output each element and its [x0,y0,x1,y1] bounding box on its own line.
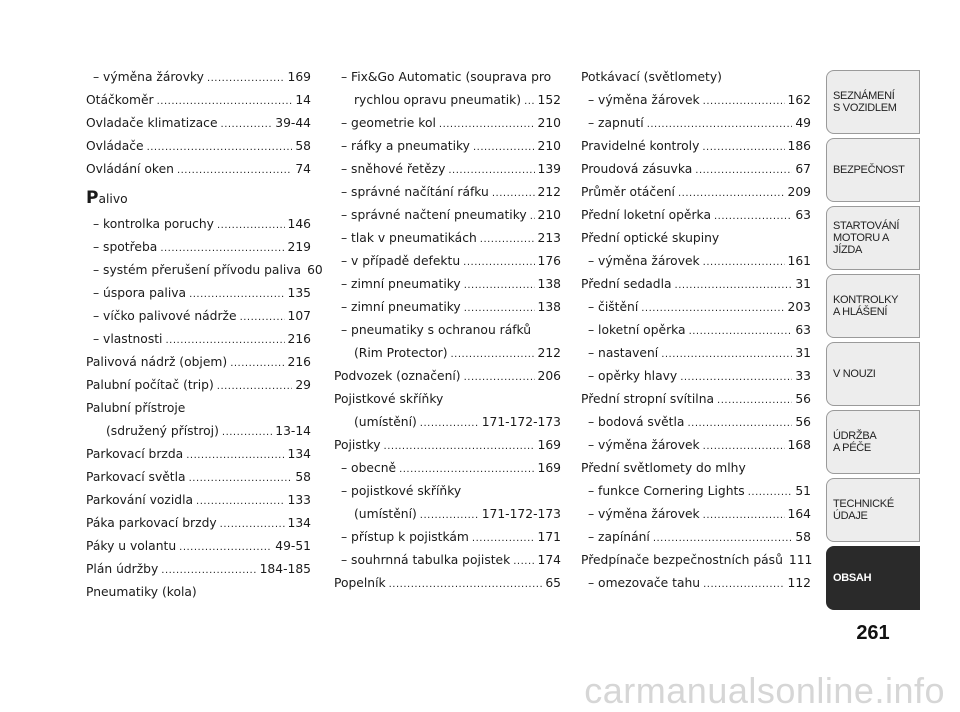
index-entry [86,443,311,466]
index-entry [86,581,311,604]
entry-page: 171 [537,530,561,544]
entry-page: 58 [795,530,811,544]
entry-term: – loketní opěrka [588,323,686,337]
entry-term: Parkování vozidla [86,493,194,507]
index-entry [581,204,811,227]
index-entry [334,227,561,250]
index-entry [86,374,311,397]
index-entry [581,227,811,250]
dot-leader [464,297,535,320]
dot-leader [217,214,285,237]
entry-page: 169 [287,70,311,84]
dot-leader [641,297,784,320]
index-entry [86,351,311,374]
entry-term: – víčko palivové nádrže [93,309,237,323]
dot-leader [420,412,479,435]
entry-page: 112 [787,576,811,590]
entry-term: – pojistkové skříňky [341,484,462,498]
index-entry [581,526,811,549]
index-entry [334,572,561,595]
index-entry [334,480,561,503]
dot-leader [147,136,293,159]
entry-term: – omezovače tahu [588,576,701,590]
entry-term: – ráfky a pneumatiky [341,139,470,153]
entry-term: – přístup k pojistkám [341,530,469,544]
entry-term: Přední optické skupiny [581,231,720,245]
dot-leader [472,527,535,550]
dot-leader [221,113,273,136]
dot-leader [702,136,784,159]
entry-page: 210 [537,208,561,222]
index-entry [581,342,811,365]
dot-leader [464,366,535,389]
entry-term: (umístění) [354,507,417,521]
entry-page: 58 [295,139,311,153]
entry-page: 58 [295,470,311,484]
dot-leader [480,228,535,251]
index-entry [334,365,561,388]
entry-term: Palubní počítač (trip) [86,378,214,392]
chapter-tab: TECHNICKÉ ÚDAJE [826,478,920,542]
entry-term: – nastavení [588,346,659,360]
entry-term: Přední světlomety do mlhy [581,461,746,475]
entry-page: 13-14 [275,424,311,438]
entry-page: 152 [537,93,561,107]
index-entry [581,158,811,181]
letter-initial: P [86,188,99,208]
index-entry [581,480,811,503]
index-entry [581,89,811,112]
letter-rest: alivo [98,192,128,206]
dot-leader [189,467,293,490]
index-entry [86,213,311,236]
index-entry [86,558,311,581]
dot-leader [186,444,284,467]
index-entry [334,411,561,434]
chapter-tab: STARTOVÁNÍ MOTORU A JÍZDA [826,206,920,270]
entry-page: 203 [787,300,811,314]
index-entry [581,273,811,296]
chapter-tab: OBSAH [826,546,920,610]
entry-page: 67 [795,162,811,176]
index-entry [334,204,561,227]
entry-term: Ovládače [86,139,144,153]
dot-leader [695,159,792,182]
index-entry [86,489,311,512]
entry-term: – zimní pneumatiky [341,277,461,291]
entry-page: 164 [787,507,811,521]
entry-term: – vlastnosti [93,332,163,346]
index-entry [334,296,561,319]
dot-leader [678,182,785,205]
dot-leader [464,274,535,297]
entry-term: – správné načtení pneumatiky [341,208,527,222]
entry-term: Parkovací světla [86,470,186,484]
dot-leader [160,237,284,260]
entry-term: – sněhové řetězy [341,162,446,176]
entry-page: 65 [545,576,561,590]
dot-leader [661,343,792,366]
entry-term: Páky u volantu [86,539,177,553]
entry-page: 74 [295,162,311,176]
dot-leader [217,375,293,398]
entry-page: 212 [537,346,561,360]
entry-term: Pojistky [334,438,381,452]
entry-term: Pneumatiky (kola) [86,585,197,599]
index-entry [334,158,561,181]
index-entry [581,388,811,411]
index-entry [581,66,811,89]
dot-leader [530,205,535,228]
dot-leader [207,67,285,90]
index-entry [334,388,561,411]
index-column-1 [86,66,323,604]
entry-term: – správné načítání ráfku [341,185,489,199]
entry-term: Proudová zásuvka [581,162,693,176]
dot-leader [703,504,785,527]
entry-term: – výměna žárovek [588,254,700,268]
entry-page: 162 [787,93,811,107]
entry-term: – kontrolka poruchy [93,217,214,231]
entry-page: 168 [787,438,811,452]
entry-term: Přední stropní svítilna [581,392,715,406]
index-entry [581,503,811,526]
index-entry [86,112,311,135]
dot-leader [513,550,534,573]
entry-term: Plán údržby [86,562,159,576]
entry-page: 171-172-173 [481,507,561,521]
index-entry [334,526,561,549]
dot-leader [687,412,792,435]
entry-page: 60 [307,263,323,277]
entry-page: 31 [795,346,811,360]
entry-page: 138 [537,300,561,314]
index-entry [334,181,561,204]
index-entry [581,434,811,457]
dot-leader [647,113,793,136]
entry-page: 171-172-173 [481,415,561,429]
entry-page: 169 [537,438,561,452]
entry-term: (Rim Protector) [354,346,448,360]
index-entry [334,342,561,365]
dot-leader [689,320,793,343]
entry-page: 33 [795,369,811,383]
index-entry [581,112,811,135]
index-entry [581,135,811,158]
entry-page: 133 [287,493,311,507]
dot-leader [439,113,535,136]
index-entry [86,535,311,558]
dot-leader [222,421,272,444]
entry-term: Ovládání oken [86,162,174,176]
entry-term: – výměna žárovek [588,438,700,452]
index-entry [334,549,561,572]
entry-term: Pravidelné kontroly [581,139,700,153]
chapter-tab: ÚDRŽBA A PÉČE [826,410,920,474]
entry-page: 107 [287,309,311,323]
dot-leader [157,90,293,113]
entry-page: 184-185 [259,562,311,576]
entry-term: – obecně [341,461,397,475]
chapter-tab: KONTROLKY A HLÁŠENÍ [826,274,920,338]
entry-page: 213 [537,231,561,245]
dot-leader [240,306,285,329]
index-entry [581,457,811,480]
entry-term: – bodová světla [588,415,685,429]
dot-leader [179,536,272,559]
entry-page: 56 [795,415,811,429]
entry-term: Palubní přístroje [86,401,186,415]
dot-leader [230,352,284,375]
entry-term: Ovladače klimatizace [86,116,218,130]
entry-term: Podvozek (označení) [334,369,461,383]
entry-term: Přední sedadla [581,277,672,291]
dot-leader [448,159,534,182]
index-entry [581,319,811,342]
dot-leader [220,513,285,536]
dot-leader [177,159,292,182]
entry-term: (umístění) [354,415,417,429]
entry-term: – opěrky hlavy [588,369,678,383]
entry-page: 29 [295,378,311,392]
dot-leader [389,573,543,596]
entry-term: (sdružený přístroj) [106,424,219,438]
entry-page: 186 [787,139,811,153]
dot-leader [703,90,785,113]
entry-term: – Fix&Go Automatic (souprava pro [341,70,552,84]
entry-page: 209 [787,185,811,199]
index-entry [86,236,311,259]
chapter-tab: BEZPEČNOST [826,138,920,202]
dot-leader [703,251,785,274]
page-number: 261 [856,622,890,644]
entry-term: Potkávací (světlomety) [581,70,722,84]
index-entry [86,420,311,443]
dot-leader [165,329,284,352]
dot-leader [420,504,479,527]
entry-term: – zimní pneumatiky [341,300,461,314]
index-entry [334,457,561,480]
index-entry [334,89,561,112]
index-entry [581,296,811,319]
entry-term: – zapínání [588,530,650,544]
entry-term: – výměna žárovek [588,93,700,107]
dot-leader [680,366,792,389]
dot-leader [717,389,792,412]
entry-term: – spotřeba [93,240,158,254]
entry-term: Pojistkové skříňky [334,392,444,406]
dot-leader [463,251,534,274]
entry-page: 49-51 [275,539,311,553]
entry-page: 219 [287,240,311,254]
entry-page: 216 [287,332,311,346]
index-entry [86,305,311,328]
index-entry [86,158,311,181]
dot-leader [189,283,284,306]
index-entry [86,89,311,112]
entry-page: 63 [795,323,811,337]
entry-term: Předpínače bezpečnostních pásů [581,553,783,567]
index-column-3 [581,66,811,595]
entry-page: 134 [287,516,311,530]
entry-term: – výměna žárovek [588,507,700,521]
index-entry [86,512,311,535]
index-entry [86,397,311,420]
entry-term: – výměna žárovky [93,70,204,84]
dot-leader [653,527,793,550]
dot-leader [714,205,792,228]
dot-leader [703,573,784,596]
index-entry [581,549,811,572]
entry-term: Průměr otáčení [581,185,675,199]
entry-term: – systém přerušení přívodu paliva [93,263,302,277]
entry-term: – čištění [588,300,639,314]
index-entry [86,328,311,351]
dot-leader [399,458,534,481]
entry-page: 49 [795,116,811,130]
entry-page: 176 [537,254,561,268]
dot-leader [492,182,535,205]
entry-page: 135 [287,286,311,300]
entry-page: 216 [287,355,311,369]
entry-page: 31 [795,277,811,291]
dot-leader [703,435,785,458]
chapter-tab: SEZNÁMENÍ S VOZIDLEM [826,70,920,134]
dot-leader [384,435,535,458]
entry-page: 210 [537,116,561,130]
entry-page: 111 [788,553,813,567]
index-entry [581,572,811,595]
entry-term: rychlou opravu pneumatik) [354,93,522,107]
index-entry [581,365,811,388]
index-entry [334,250,561,273]
entry-term: Palivová nádrž (objem) [86,355,228,369]
index-entry [334,503,561,526]
index-entry [334,66,561,89]
entry-page: 210 [537,139,561,153]
dot-leader [161,559,256,582]
entry-page: 134 [287,447,311,461]
entry-page: 174 [537,553,561,567]
index-entry [334,273,561,296]
dot-leader [196,490,284,513]
chapter-tabs [826,70,920,614]
entry-term: – v případě defektu [341,254,461,268]
index-entry [334,135,561,158]
entry-page: 212 [537,185,561,199]
index-entry [581,411,811,434]
entry-page: 39-44 [275,116,311,130]
dot-leader [451,343,535,366]
entry-page: 138 [537,277,561,291]
index-entry [334,319,561,342]
index-entry [581,181,811,204]
entry-page: 161 [787,254,811,268]
dot-leader [748,481,793,504]
index-entry [334,434,561,457]
entry-page: 63 [795,208,811,222]
index-column-2 [334,66,561,595]
index-entry [86,259,323,282]
dot-leader [675,274,793,297]
watermark-text: carmanualsonline.info [584,670,945,711]
index-entry [581,250,811,273]
chapter-tab: V NOUZI [826,342,920,406]
entry-term: Páka parkovací brzdy [86,516,217,530]
entry-page: 169 [537,461,561,475]
entry-term: – souhrnná tabulka pojistek [341,553,511,567]
entry-page: 51 [795,484,811,498]
index-entry [86,466,311,489]
entry-page: 139 [537,162,561,176]
entry-page: 206 [537,369,561,383]
index-letter-heading [86,181,311,213]
entry-term: Popelník [334,576,386,590]
entry-term: – zapnutí [588,116,644,130]
index-entry [86,66,311,89]
entry-term: – tlak v pneumatikách [341,231,477,245]
entry-term: Parkovací brzda [86,447,184,461]
entry-term: Přední loketní opěrka [581,208,711,222]
index-entry [86,282,311,305]
dot-leader [524,90,534,113]
entry-term: – geometrie kol [341,116,436,130]
entry-page: 56 [795,392,811,406]
index-entry [86,135,311,158]
entry-page: 14 [295,93,311,107]
index-entry [334,112,561,135]
entry-term: – pneumatiky s ochranou ráfků [341,323,532,337]
entry-term: – úspora paliva [93,286,187,300]
entry-term: Otáčkoměr [86,93,154,107]
entry-term: – funkce Cornering Lights [588,484,745,498]
entry-page: 146 [287,217,311,231]
dot-leader [473,136,535,159]
